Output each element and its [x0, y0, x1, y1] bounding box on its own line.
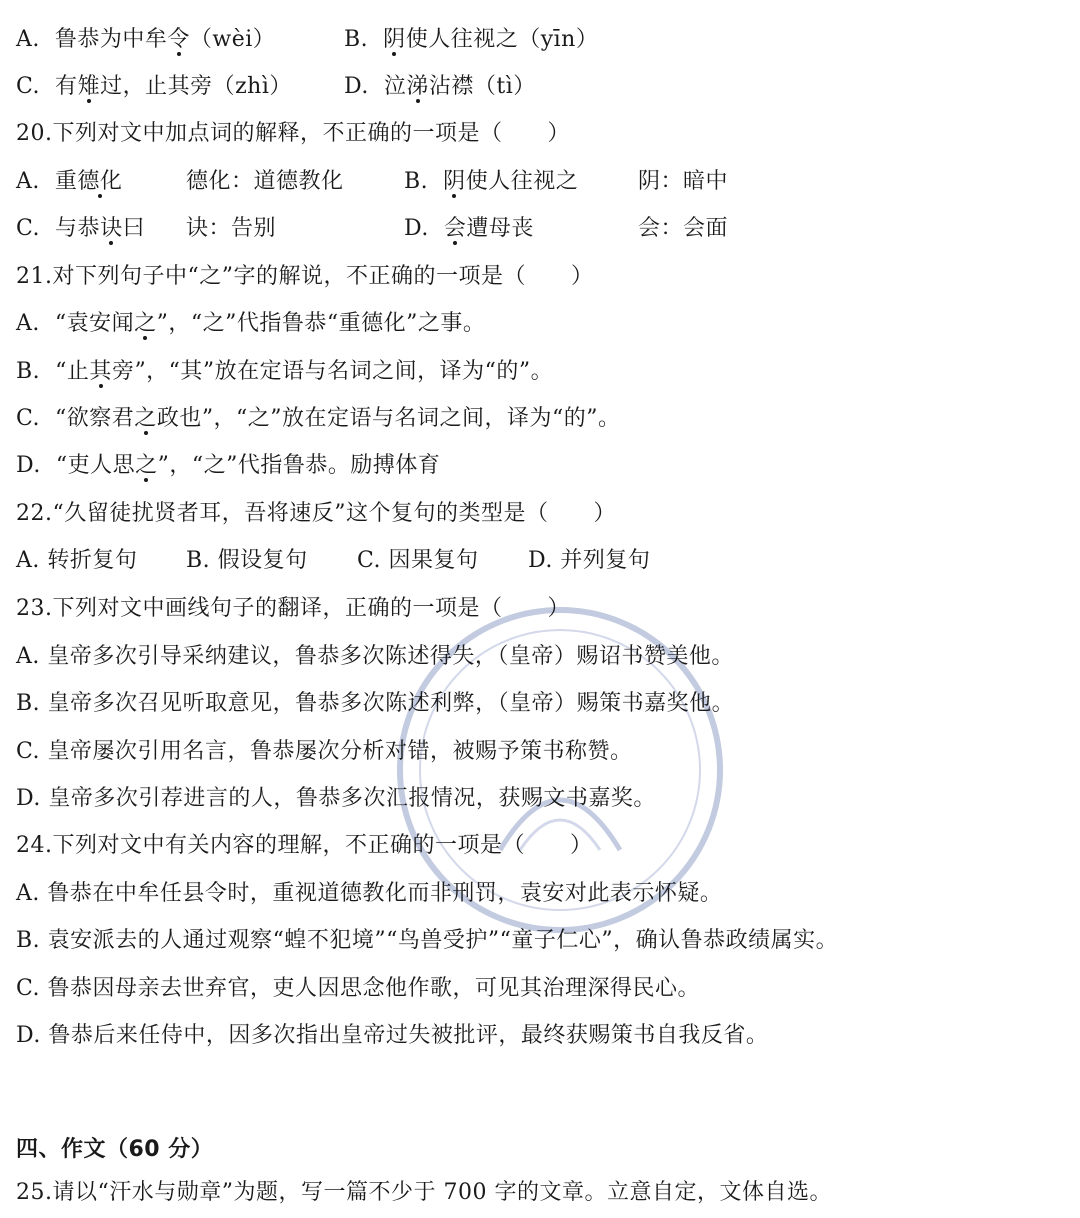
- q23-option-a: A. 皇帝多次引导采纳建议，鲁恭多次陈述得失，（皇帝）赐诏书赞美他。: [16, 644, 734, 669]
- q21-stem: 21.对下列句子中“之”字的解说，不正确的一项是（ ）: [16, 264, 594, 289]
- q22-option-c: C. 因果复句: [357, 548, 479, 573]
- q24-stem: 24.下列对文中有关内容的理解，不正确的一项是（ ）: [16, 833, 593, 858]
- section-heading: 四、作文（60 分）: [16, 1137, 214, 1162]
- q21-option-a: A. “袁安闻之”，“之”代指鲁恭“重德化”之事。: [16, 304, 485, 344]
- q24-option-d: D. 鲁恭后来任侍中，因多次指出皇帝过失被批评，最终获赐策书自我反省。: [16, 1023, 769, 1048]
- q20-stem: 20.下列对文中加点词的解释，不正确的一项是（ ）: [16, 121, 570, 146]
- q21-option-b: B. “止其旁”，“其”放在定语与名词之间，译为“的”。: [16, 352, 553, 392]
- q21-option-d: D. “吏人思之”，“之”代指鲁恭。励搏体育: [16, 446, 440, 486]
- q25-prompt: 25.请以“汗水与勋章”为题，写一篇不少于 700 字的文章。立意自定，文体自选。: [16, 1180, 832, 1205]
- q22-stem: 22.“久留徒扰贤者耳，吾将速反”这个复句的类型是（ ）: [16, 501, 616, 526]
- q22-option-a: A. 转折复句: [16, 548, 138, 573]
- q23-option-d: D. 皇帝多次引荐进言的人，鲁恭多次汇报情况，获赐文书嘉奖。: [16, 786, 656, 811]
- q22-option-b: B. 假设复句: [186, 548, 308, 573]
- q23-option-c: C. 皇帝屡次引用名言，鲁恭屡次分析对错，被赐予策书称赞。: [16, 739, 633, 764]
- q23-stem: 23.下列对文中画线句子的翻译，正确的一项是（ ）: [16, 596, 570, 621]
- q24-option-c: C. 鲁恭因母亲去世弃官，吏人因思念他作歌，可见其治理深得民心。: [16, 976, 701, 1001]
- q22-option-d: D. 并列复句: [528, 548, 651, 573]
- q24-option-b: B. 袁安派去的人通过观察“蝗不犯境”“鸟兽受护”“童子仁心”，确认鲁恭政绩属实。: [16, 928, 839, 953]
- q23-option-b: B. 皇帝多次召见听取意见，鲁恭多次陈述利弊，（皇帝）赐策书嘉奖他。: [16, 691, 735, 716]
- q24-option-a: A. 鲁恭在中牟任县令时，重视道德教化而非刑罚，袁安对此表示怀疑。: [16, 881, 723, 906]
- q21-option-c: C. “欲察君之政也”，“之”放在定语与名词之间，译为“的”。: [16, 399, 621, 439]
